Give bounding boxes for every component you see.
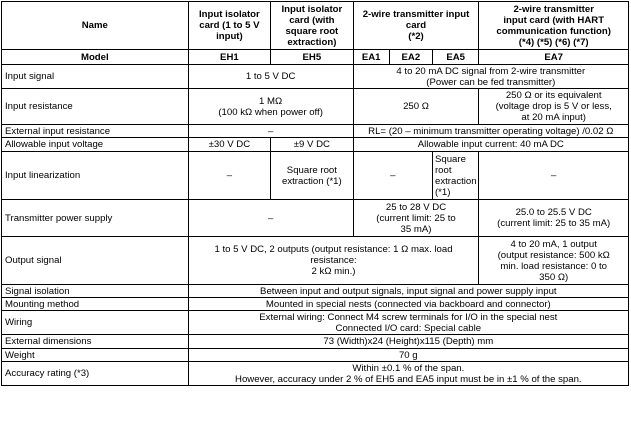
row-allowable-input-voltage (2, 138, 629, 152)
specification-table (1, 1, 629, 386)
cell-value: RL= (20 – minimum transmitter operating voltage) /0.02 Ω (353, 125, 628, 138)
cell-value: Within ±0.1 % of the span. However, accuracy under 2 % of EH5 and EA5 input must be in ±1 % of the span. (188, 362, 628, 386)
row-label: Weight (2, 349, 189, 362)
row-weight (2, 349, 629, 362)
cell-value: – (188, 152, 270, 200)
cell-value: – (188, 200, 353, 237)
cell-value: Square root extraction (*1) (432, 152, 478, 200)
row-label: External input resistance (2, 125, 189, 138)
cell-value: Square root extraction (*1) (271, 152, 353, 200)
model-ea2: EA2 (389, 50, 432, 65)
cell-value: 4 to 20 mA, 1 output (output resistance: 500 kΩ min. load resistance: 0 to 350 Ω) (479, 237, 629, 285)
cell-value: Mounted in special nests (connected via backboard and connector) (188, 298, 628, 311)
cell-value: Allowable input current: 40 mA DC (353, 138, 628, 152)
row-input-signal (2, 65, 629, 89)
spec-table-wrapper (1, 1, 629, 386)
model-ea5: EA5 (432, 50, 478, 65)
model-ea1: EA1 (353, 50, 389, 65)
cell-value: Between input and output signals, input signal and power supply input (188, 285, 628, 298)
cell-value: ±9 V DC (271, 138, 353, 152)
row-label: Transmitter power supply (2, 200, 189, 237)
row-label: Accuracy rating (*3) (2, 362, 189, 386)
header-name: Name (2, 2, 189, 50)
row-label: External dimensions (2, 335, 189, 349)
cell-value: 1 to 5 V DC, 2 outputs (output resistance: 1 Ω max. load resistance: 2 kΩ min.) (188, 237, 479, 285)
cell-value: 250 Ω or its equivalent (voltage drop is 5 V or less, at 20 mA input) (479, 89, 629, 125)
cell-value: 250 Ω (353, 89, 479, 125)
model-row (2, 50, 629, 65)
row-label: Signal isolation (2, 285, 189, 298)
cell-value: 25.0 to 25.5 V DC (current limit: 25 to 35 mA) (479, 200, 629, 237)
cell-value: 25 to 28 V DC (current limit: 25 to 35 mA) (353, 200, 479, 237)
cell-value: – (188, 125, 353, 138)
row-signal-isolation (2, 285, 629, 298)
model-ea7: EA7 (479, 50, 629, 65)
row-mounting-method (2, 298, 629, 311)
row-label: Wiring (2, 311, 189, 335)
row-wiring (2, 311, 629, 335)
row-external-input-resistance (2, 125, 629, 138)
row-label: Mounting method (2, 298, 189, 311)
cell-value: External wiring: Connect M4 screw terminals for I/O in the special nest Connected I/O card: Special cable (188, 311, 628, 335)
row-transmitter-power-supply (2, 200, 629, 237)
cell-value: 1 MΩ (100 kΩ when power off) (188, 89, 353, 125)
row-label: Allowable input voltage (2, 138, 189, 152)
row-label: Input signal (2, 65, 189, 89)
model-eh1: EH1 (188, 50, 270, 65)
cell-value: – (353, 152, 432, 200)
header-eh1: Input isolator card (1 to 5 V input) (188, 2, 270, 50)
header-2wire: 2-wire transmitter input card (*2) (353, 2, 479, 50)
header-hart: 2-wire transmitter input card (with HART communication function) (*4) (*5) (*6) (*7) (479, 2, 629, 50)
row-input-linearization (2, 152, 629, 200)
cell-value: 70 g (188, 349, 628, 362)
model-label: Model (2, 50, 189, 65)
row-label: Input resistance (2, 89, 189, 125)
cell-value: 73 (Width)x24 (Height)x115 (Depth) mm (188, 335, 628, 349)
cell-value: ±30 V DC (188, 138, 270, 152)
row-external-dimensions (2, 335, 629, 349)
cell-value: 1 to 5 V DC (188, 65, 353, 89)
row-accuracy-rating (2, 362, 629, 386)
model-eh5: EH5 (271, 50, 353, 65)
row-input-resistance (2, 89, 629, 125)
cell-value: – (479, 152, 629, 200)
header-row (2, 2, 629, 50)
row-label: Input linearization (2, 152, 189, 200)
header-eh5: Input isolator card (with square root extraction) (271, 2, 353, 50)
row-output-signal (2, 237, 629, 285)
row-label: Output signal (2, 237, 189, 285)
cell-value: 4 to 20 mA DC signal from 2-wire transmitter (Power can be fed transmitter) (353, 65, 628, 89)
